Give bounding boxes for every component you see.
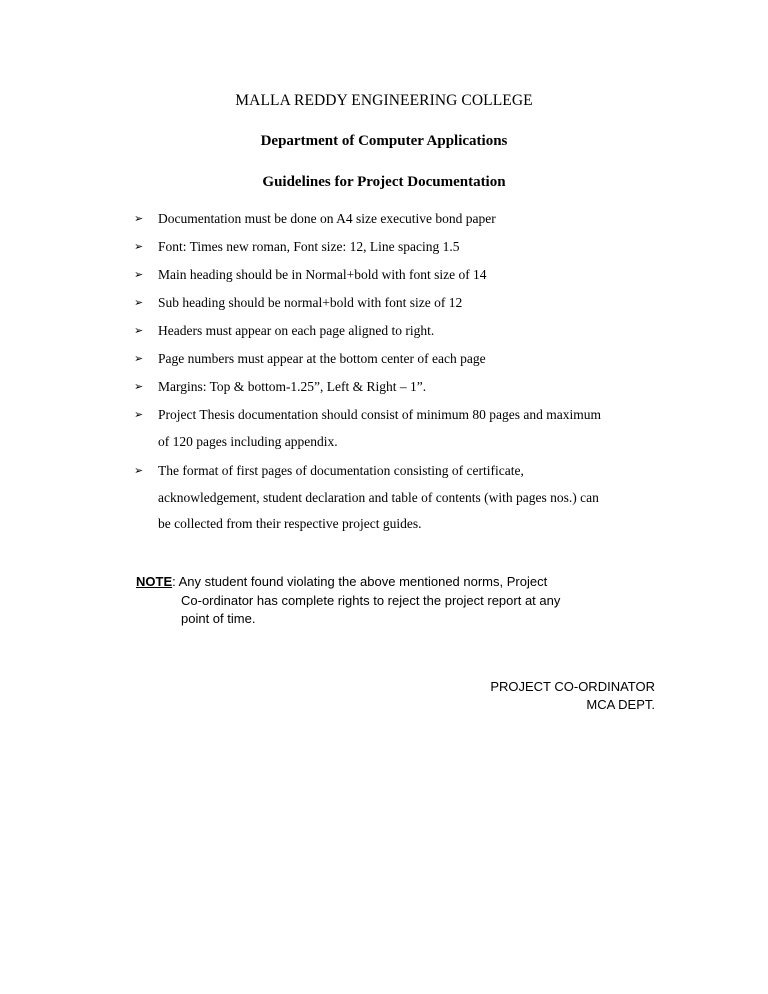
note-line-3: point of time.	[181, 611, 256, 626]
guideline-text	[158, 374, 658, 401]
arrow-bullet-icon: ➢	[134, 212, 144, 225]
arrow-bullet-icon: ➢	[134, 380, 144, 393]
arrow-bullet-icon: ➢	[134, 352, 144, 365]
signature-dept: MCA DEPT.	[586, 697, 655, 712]
guideline-line: Project Thesis documentation should consist of minimum 80 pages and maximum	[158, 407, 601, 422]
note-text-1: : Any student found violating the above mentioned norms, Project	[172, 574, 548, 589]
signature-block	[490, 678, 655, 714]
arrow-bullet-icon: ➢	[134, 464, 144, 477]
guideline-text	[158, 290, 658, 317]
guideline-line: of 120 pages including appendix.	[158, 433, 338, 449]
guideline-line: Documentation must be done on A4 size executive bond paper	[158, 211, 496, 226]
note-label: NOTE	[136, 574, 173, 589]
guideline-text	[158, 234, 658, 261]
guideline-line: Page numbers must appear at the bottom center of each page	[158, 351, 486, 366]
guideline-line: Font: Times new roman, Font size: 12, Line spacing 1.5	[158, 239, 460, 254]
guideline-line: Headers must appear on each page aligned to right.	[158, 323, 435, 338]
guideline-line: acknowledgement, student declaration and table of contents (with pages nos.) can	[158, 489, 599, 505]
guideline-text	[158, 346, 658, 373]
guideline-line: Margins: Top & bottom-1.25”, Left & Right – 1”.	[158, 379, 427, 394]
signature-role: PROJECT CO-ORDINATOR	[490, 679, 655, 694]
document-title: Guidelines for Project Documentation	[262, 174, 506, 190]
arrow-bullet-icon: ➢	[134, 240, 144, 253]
note-line-2: Co-ordinator has complete rights to reject the project report at any	[181, 592, 561, 608]
guideline-line: Sub heading should be normal+bold with font size of 12	[158, 295, 463, 310]
guideline-text	[158, 262, 658, 289]
arrow-bullet-icon: ➢	[134, 408, 144, 421]
arrow-bullet-icon: ➢	[134, 324, 144, 337]
guideline-line: The format of first pages of documentation consisting of certificate,	[158, 463, 524, 478]
guideline-line: be collected from their respective project guides.	[158, 516, 422, 531]
guideline-text	[158, 402, 658, 455]
guideline-text	[158, 458, 658, 538]
guideline-text	[158, 206, 658, 233]
guideline-text	[158, 318, 658, 345]
arrow-bullet-icon: ➢	[134, 296, 144, 309]
note-line-1	[136, 573, 596, 592]
college-name: MALLA REDDY ENGINEERING COLLEGE	[235, 92, 533, 109]
guideline-line: Main heading should be in Normal+bold with font size of 14	[158, 267, 487, 282]
note-block	[136, 573, 596, 629]
arrow-bullet-icon: ➢	[134, 268, 144, 281]
department-heading: Department of Computer Applications	[260, 133, 508, 149]
